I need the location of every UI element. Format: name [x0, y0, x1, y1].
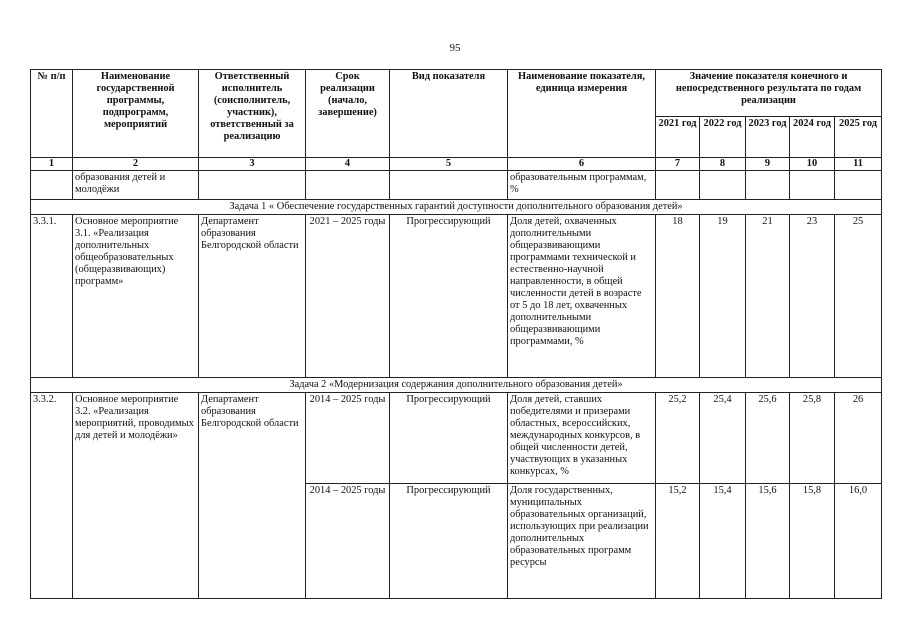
- column-number: 4: [306, 158, 390, 171]
- column-number: 5: [390, 158, 508, 171]
- row-term: 2014 – 2025 годы: [306, 484, 390, 599]
- value-cell: 23: [790, 215, 835, 378]
- task-1-title: Задача 1 « Обеспечение государственных гарантий доступности дополнительного образования детей»: [31, 200, 882, 215]
- row-name: Основное мероприятие 3.1. «Реализация дополнительных общеобразовательных (общеразвивающих) программ»: [73, 215, 199, 378]
- header-indicator-name: Наименование показателя, единица измерения: [508, 70, 656, 158]
- value-cell: 25,8: [790, 393, 835, 484]
- value-cell: 15,6: [746, 484, 790, 599]
- row-type: Прогрессирующий: [390, 484, 508, 599]
- row-name: образования детей и молодёжи: [73, 171, 199, 200]
- header-executor: Ответственный исполнитель (соисполнитель, участник), ответственный за реализацию: [199, 70, 306, 158]
- row-type: Прогрессирующий: [390, 393, 508, 484]
- table-row: [31, 393, 882, 484]
- value-cell: 19: [700, 215, 746, 378]
- header-name: Наименование государственной программы, подпрограмм, мероприятий: [73, 70, 199, 158]
- header-year: 2025 год: [835, 117, 882, 158]
- page-number: 95: [449, 42, 461, 54]
- header-year: 2022 год: [700, 117, 746, 158]
- header-year: 2023 год: [746, 117, 790, 158]
- row-indicator: Доля государственных, муниципальных образовательных организаций, использующих при реализации дополнительных образовательных программ ресурсы: [508, 484, 656, 599]
- column-number: 9: [746, 158, 790, 171]
- value-cell: 16,0: [835, 484, 882, 599]
- program-table: [30, 69, 882, 599]
- value-cell: 21: [746, 215, 790, 378]
- column-number: 10: [790, 158, 835, 171]
- row-indicator: Доля детей, ставших победителями и призерами областных, всероссийских, международных конкурсов, в общей численности детей, участвующих в указанных конкурсах, %: [508, 393, 656, 484]
- column-number: 6: [508, 158, 656, 171]
- row-indicator: образовательным программам, %: [508, 171, 656, 200]
- column-number: 7: [656, 158, 700, 171]
- header-num: № п/п: [31, 70, 73, 158]
- value-cell: 25,4: [700, 393, 746, 484]
- value-cell: 15,8: [790, 484, 835, 599]
- row-executor: Департамент образования Белгородской области: [199, 215, 306, 378]
- header-year: 2024 год: [790, 117, 835, 158]
- row-name: Основное мероприятие 3.2. «Реализация мероприятий, проводимых для детей и молодёжи»: [73, 393, 199, 599]
- row-term: 2021 – 2025 годы: [306, 215, 390, 378]
- task-2-title: Задача 2 «Модернизация содержания дополнительного образования детей»: [31, 378, 882, 393]
- column-number: 11: [835, 158, 882, 171]
- value-cell: 18: [656, 215, 700, 378]
- column-numbers-row: [31, 158, 882, 171]
- row-type: Прогрессирующий: [390, 215, 508, 378]
- header-row: [31, 70, 882, 117]
- table-row: [31, 215, 882, 378]
- row-number: 3.3.1.: [31, 215, 73, 378]
- column-number: 1: [31, 158, 73, 171]
- row-number: 3.3.2.: [31, 393, 73, 599]
- row-term: 2014 – 2025 годы: [306, 393, 390, 484]
- value-cell: 15,4: [700, 484, 746, 599]
- value-cell: 25,2: [656, 393, 700, 484]
- row-indicator: Доля детей, охваченных дополнительными общеразвивающими программами технической и естественно-научной направленности, в общей численности детей в возрасте от 5 до 18 лет, охваченных дополнительными общеразвивающими программами, %: [508, 215, 656, 378]
- header-values-title: Значение показателя конечного и непосредственного результата по годам реализации: [656, 70, 882, 117]
- header-indicator-type: Вид показателя: [390, 70, 508, 158]
- row-executor: Департамент образования Белгородской области: [199, 393, 306, 599]
- value-cell: 25,6: [746, 393, 790, 484]
- header-term: Срок реализации (начало, завершение): [306, 70, 390, 158]
- column-number: 8: [700, 158, 746, 171]
- value-cell: 15,2: [656, 484, 700, 599]
- column-number: 3: [199, 158, 306, 171]
- header-year: 2021 год: [656, 117, 700, 158]
- table-row: [31, 171, 882, 200]
- column-number: 2: [73, 158, 199, 171]
- value-cell: 26: [835, 393, 882, 484]
- task-row: [31, 200, 882, 215]
- task-row: [31, 378, 882, 393]
- value-cell: 25: [835, 215, 882, 378]
